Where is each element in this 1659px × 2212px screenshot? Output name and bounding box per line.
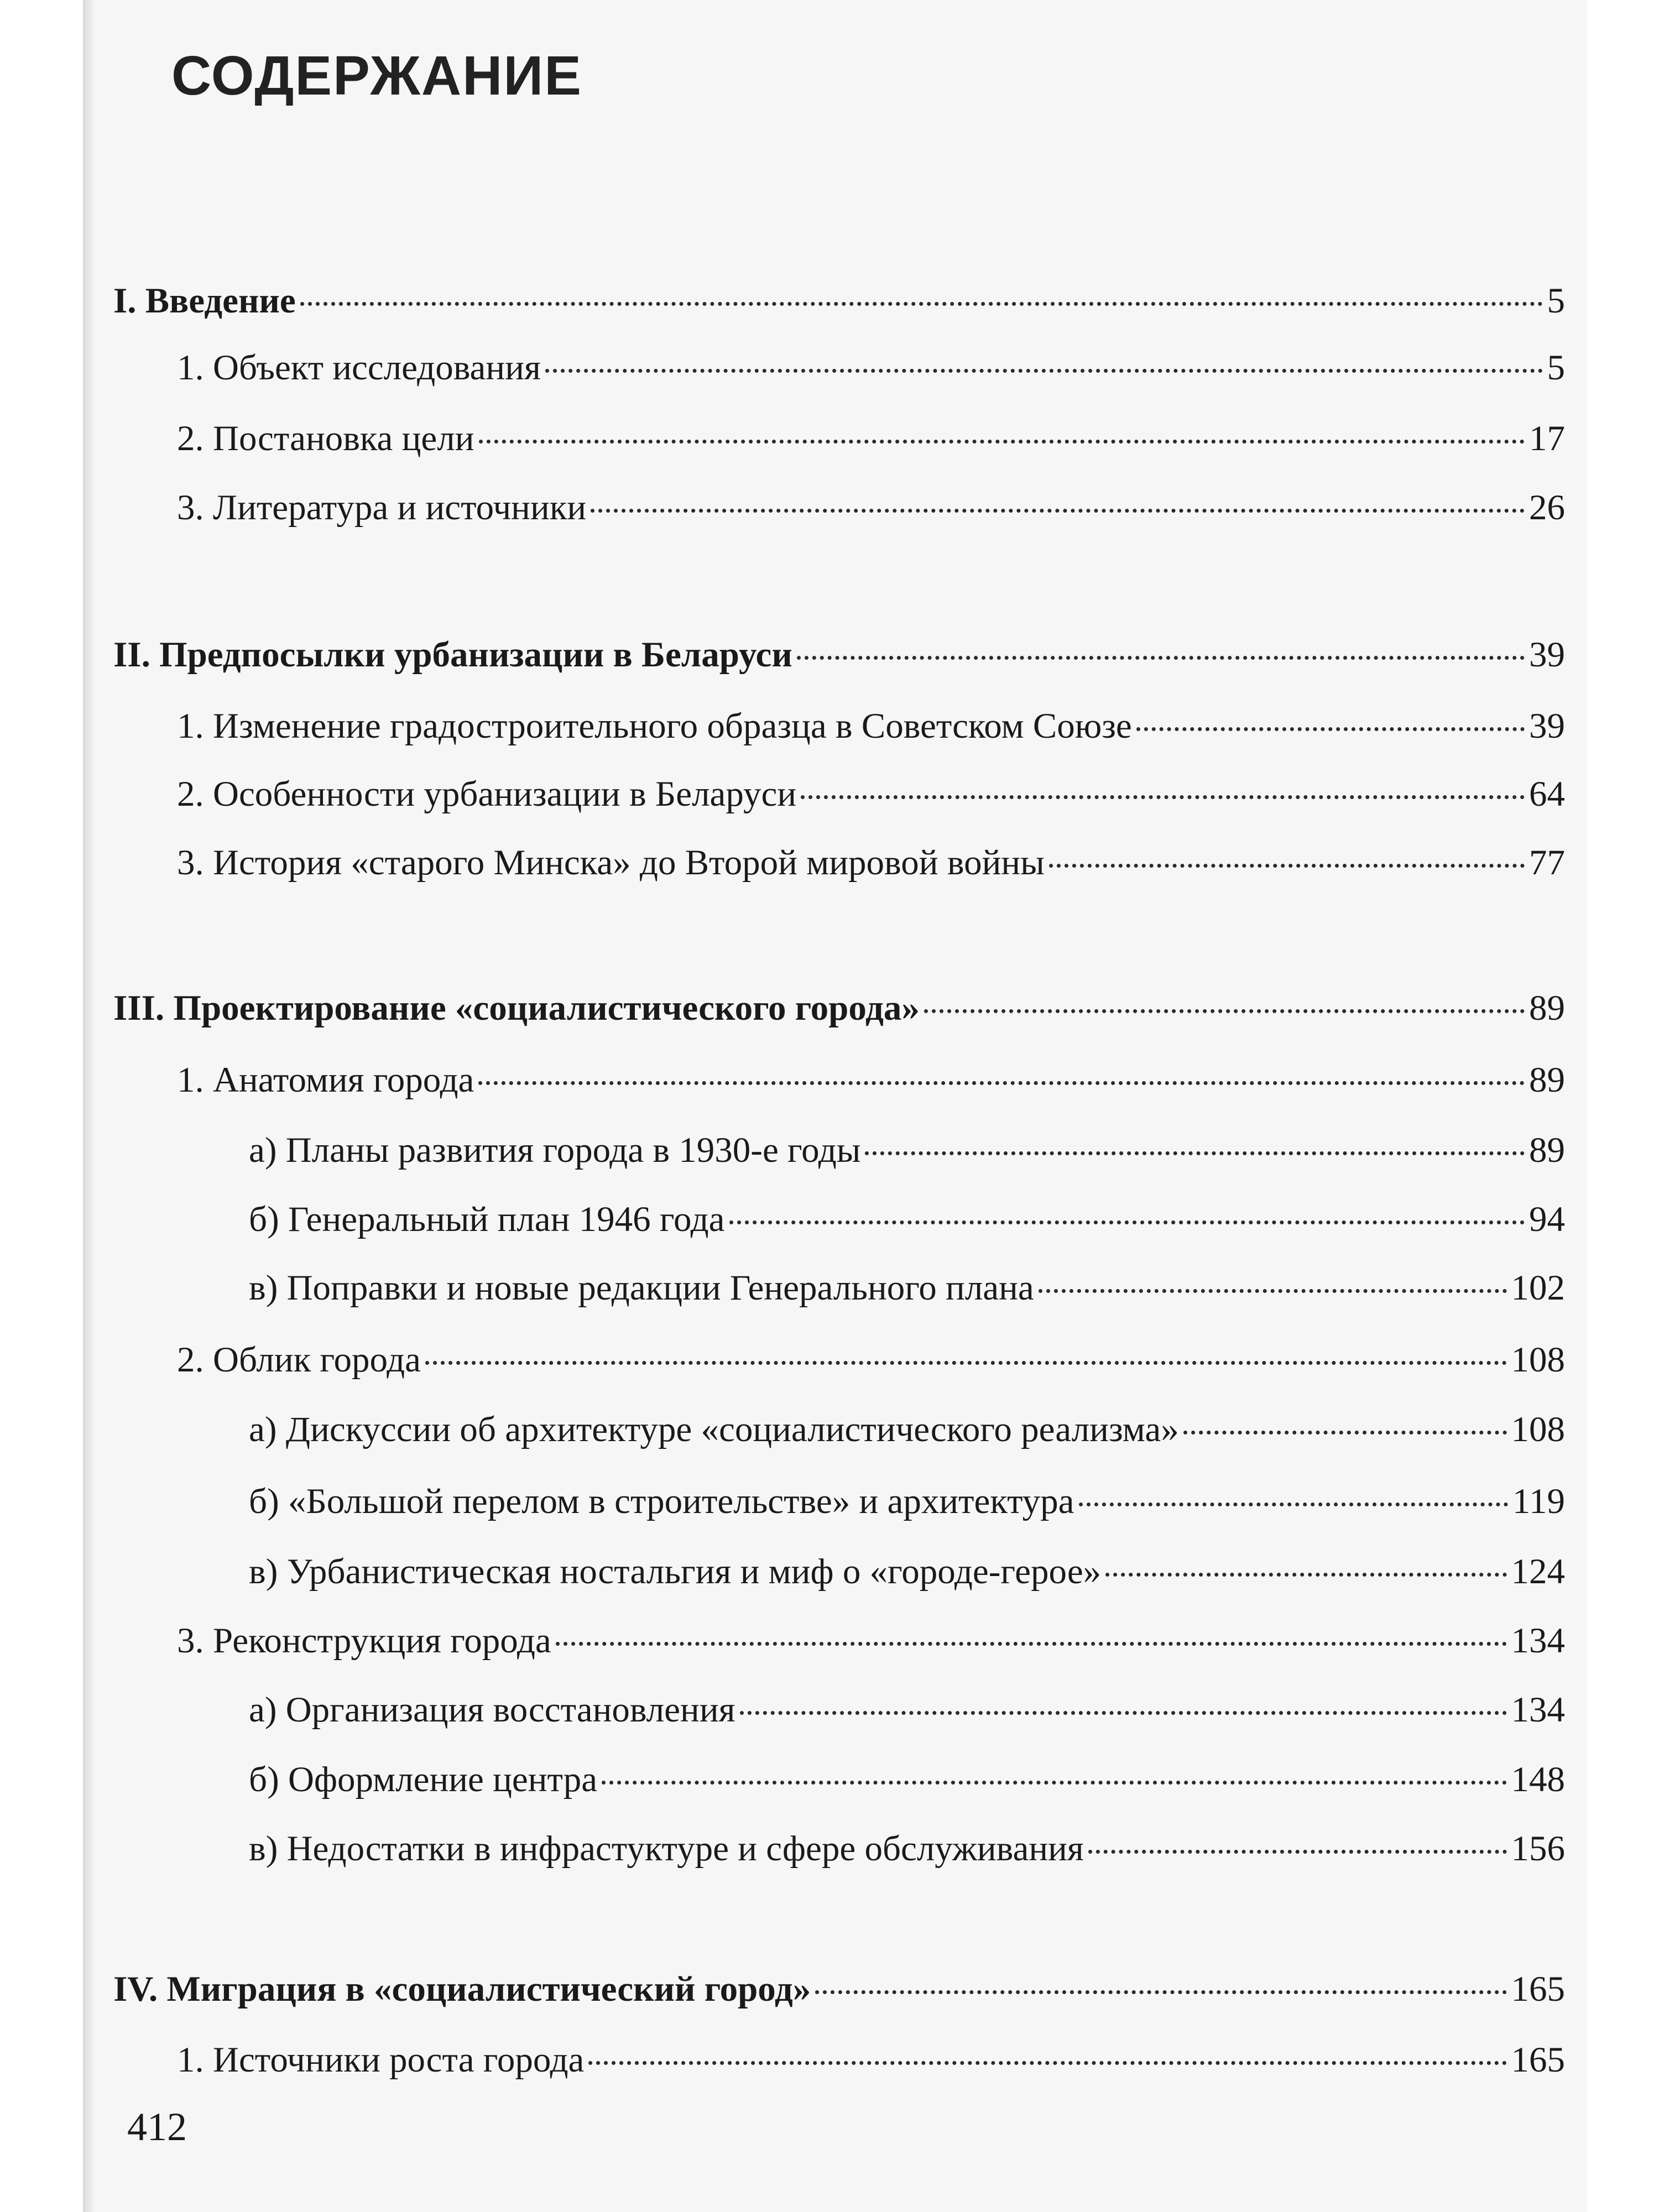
toc-entry	[113, 1971, 1565, 2007]
toc-entry-page: 89	[1529, 1130, 1565, 1170]
toc-entry-label: 2. Облик города	[177, 1340, 421, 1380]
dot-leader	[801, 795, 1525, 799]
dot-leader	[1105, 1573, 1506, 1577]
dot-leader	[1088, 1850, 1507, 1854]
toc-entry	[177, 2042, 1565, 2078]
toc-entry	[177, 845, 1565, 881]
toc-entry-label: 2. Особенности урбанизации в Беларуси	[177, 774, 797, 814]
toc-entry-page: 89	[1529, 1060, 1565, 1100]
toc-entry-label: б) Генеральный план 1946 года	[249, 1199, 725, 1239]
toc-entry-label: I. Введение	[113, 281, 296, 321]
toc-entry	[249, 1270, 1565, 1306]
dot-leader	[556, 1642, 1507, 1646]
dot-leader	[602, 1781, 1506, 1785]
dot-leader	[1136, 727, 1525, 731]
dot-leader	[479, 440, 1525, 444]
toc-entry	[177, 350, 1565, 386]
toc-entry	[249, 1481, 1565, 1521]
toc-entry-page: 94	[1529, 1199, 1565, 1239]
toc-entry-label: в) Урбанистическая ностальгия и миф о «городе-герое»	[249, 1552, 1102, 1592]
toc-entry-page: 156	[1511, 1829, 1565, 1869]
toc-entry	[249, 1554, 1565, 1590]
toc-entry-label: 3. Реконструкция города	[177, 1621, 551, 1661]
toc-entry	[249, 1199, 1565, 1239]
toc-entry-page: 102	[1511, 1268, 1565, 1308]
toc-entry	[249, 1130, 1565, 1170]
toc-entry	[249, 1412, 1565, 1448]
toc-entry-label: IV. Миграция в «социалистический город»	[113, 1969, 811, 2009]
toc-entry-page: 26	[1529, 488, 1565, 528]
dot-leader	[865, 1151, 1525, 1155]
toc-entry	[177, 490, 1565, 526]
toc-entry	[249, 1831, 1565, 1867]
toc-entry	[249, 1692, 1565, 1728]
toc-entry	[249, 1762, 1565, 1798]
toc-entry-page: 165	[1511, 2040, 1565, 2080]
toc-entry-label: III. Проектирование «социалистического города»	[113, 988, 920, 1028]
toc-entry-label: в) Поправки и новые редакции Генерального плана	[249, 1268, 1034, 1308]
toc-entry-page: 134	[1511, 1690, 1565, 1730]
dot-leader	[300, 302, 1543, 306]
toc-entry-label: а) Дискуссии об архитектуре «социалистического реализма»	[249, 1410, 1179, 1449]
toc-entry-label: б) Оформление центра	[249, 1760, 598, 1799]
dot-leader	[1049, 864, 1525, 868]
dot-leader	[924, 1009, 1525, 1013]
dot-leader	[478, 1081, 1525, 1085]
toc-entry-page: 77	[1529, 843, 1565, 883]
dot-leader	[1039, 1289, 1507, 1293]
toc-entry-label: 3. Литература и источники	[177, 488, 587, 528]
dot-leader	[729, 1220, 1525, 1224]
toc-entry-label: 1. Изменение градостроительного образца в Советском Союзе	[177, 706, 1132, 746]
toc-entry-label: б) «Большой перелом в строительстве» и архитектура	[249, 1481, 1074, 1521]
toc-entry-page: 134	[1511, 1621, 1565, 1661]
toc-entry-page: 39	[1529, 635, 1565, 675]
toc-entry-label: в) Недостатки в инфрастуктуре и сфере обслуживания	[249, 1829, 1084, 1869]
page-number: 412	[127, 2105, 187, 2149]
toc-entry-page: 108	[1511, 1410, 1565, 1449]
toc-entry-page: 165	[1511, 1969, 1565, 2009]
dot-leader	[740, 1711, 1507, 1715]
toc-entry-page: 124	[1511, 1552, 1565, 1592]
toc-entry	[177, 776, 1565, 812]
toc-entry-page: 108	[1511, 1340, 1565, 1380]
dot-leader	[1079, 1503, 1508, 1506]
toc-entry-label: а) Организация восстановления	[249, 1690, 735, 1730]
dot-leader	[545, 369, 1543, 373]
toc-entry	[113, 990, 1565, 1026]
toc-entry-label: 2. Постановка цели	[177, 419, 474, 458]
toc-entry	[177, 1342, 1565, 1378]
toc-entry-page: 64	[1529, 774, 1565, 814]
toc-entry	[113, 637, 1565, 673]
toc-entry-label: а) Планы развития города в 1930-е годы	[249, 1130, 861, 1170]
dot-leader	[591, 509, 1525, 513]
toc-entry	[177, 421, 1565, 457]
toc-entry-label: 1. Объект исследования	[177, 348, 541, 388]
toc-entry	[177, 1062, 1565, 1098]
toc-entry-page: 39	[1529, 706, 1565, 746]
toc-entry	[177, 1623, 1565, 1659]
toc-entry-page: 5	[1547, 348, 1565, 388]
toc-entry-label: 1. Анатомия города	[177, 1060, 474, 1100]
toc-entry-page: 17	[1529, 419, 1565, 458]
toc-entry-page: 5	[1547, 281, 1565, 321]
dot-leader	[588, 2061, 1506, 2065]
toc-entry	[113, 283, 1565, 319]
dot-leader	[797, 656, 1525, 660]
toc-entry-label: 3. История «старого Минска» до Второй мировой войны	[177, 843, 1045, 883]
dot-leader	[425, 1361, 1506, 1365]
toc-entry-page: 89	[1529, 988, 1565, 1028]
toc-entry-page: 148	[1511, 1760, 1565, 1799]
toc-entry-label: 1. Источники роста города	[177, 2040, 585, 2080]
toc-title: СОДЕРЖАНИЕ	[171, 45, 582, 107]
toc-entry-page: 119	[1512, 1481, 1565, 1521]
toc-entry	[177, 708, 1565, 744]
dot-leader	[815, 1990, 1506, 1994]
toc-entry-label: II. Предпосылки урбанизации в Беларуси	[113, 635, 792, 675]
dot-leader	[1183, 1431, 1507, 1434]
